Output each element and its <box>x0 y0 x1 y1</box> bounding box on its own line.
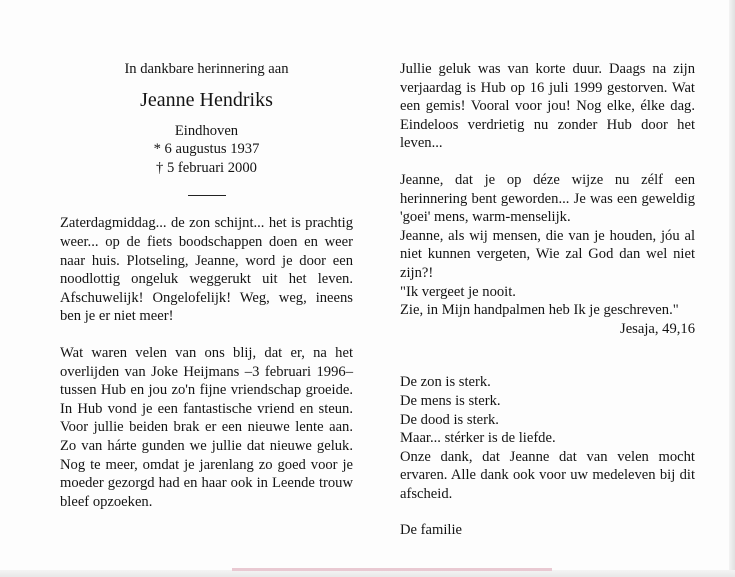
paragraph-friendship: Wat waren velen van ons blij, dat er, na het overlijden van Joke Heijmans –3 februari 1996– tussen Hub en jou zo'n fijne vriendschap groeide. In Hub vond je een fantastische vriend en steun. Voor jullie beiden brak er een nieuwe lente aan. Zo van hárte gunden we jullie dat nieuwe geluk. Nog te meer, omdat je jarenlang zo goed voor je moeder gezorgd had en haar ook in Leende trouw bleef opzoeken. <box>60 344 353 510</box>
poem-line: De zon is sterk. <box>400 374 491 391</box>
death-date: † 5 februari 2000 <box>156 159 257 176</box>
deceased-name: Jeanne Hendriks <box>140 88 273 111</box>
poem <box>400 373 695 447</box>
quote-line-2: Zie, in Mijn handpalmen heb Ik je geschreven." <box>400 302 679 319</box>
poem-line: Maar... stérker is de liefde. <box>400 430 556 447</box>
birth-date: * 6 augustus 1937 <box>153 141 260 158</box>
poem-line: De dood is sterk. <box>400 411 499 428</box>
signature: De familie <box>400 522 462 539</box>
paragraph-memory: Jeanne, dat je op déze wijze nu zélf een herinnering bent geworden... Je was een geweldig 'goei' mens, warm-menselijk. <box>400 171 695 226</box>
left-column <box>60 60 353 511</box>
place: Eindhoven <box>174 122 239 139</box>
color-mark <box>232 568 552 571</box>
bible-reference: Jesaja, 49,16 <box>620 320 695 337</box>
paragraph-accident: Zaterdagmiddag... de zon schijnt... het is prachtig weer... op de fiets boodschappen doen en weer naar huis. Plotseling, Jeanne, word je door een noodlottig ongeluk weggerukt uit het leven. Afschuwelijk! Ongelofelijk! Weg, weg, ineens ben je er niet meer! <box>60 215 353 325</box>
card-edge-right <box>729 0 735 577</box>
card-edge-bottom <box>0 570 735 577</box>
paragraph-hub: Jullie geluk was van korte duur. Daags na zijn verjaardag is Hub op 16 juli 1999 gestorven. Wat een gemis! Vooral voor jou! Nog elke, élke dag. Eindeloos verdrietig nu zonder Hub door het leven... <box>400 61 695 152</box>
quote-line-1: "Ik vergeet je nooit. <box>400 283 516 300</box>
poem-line: De mens is sterk. <box>400 392 501 409</box>
right-column <box>400 60 695 540</box>
paragraph-thanks: Onze dank, dat Jeanne dat van velen mocht ervaren. Alle dank ook voor uw medeleven bij dit afscheid. <box>400 448 695 502</box>
paragraph-god: Jeanne, als wij mensen, die van je houden, jóu al niet kunnen vergeten, Wie zal God dan wel niet zijn?! <box>400 227 695 281</box>
separator-line <box>188 195 226 196</box>
intro-line: In dankbare herinnering aan <box>124 61 289 77</box>
